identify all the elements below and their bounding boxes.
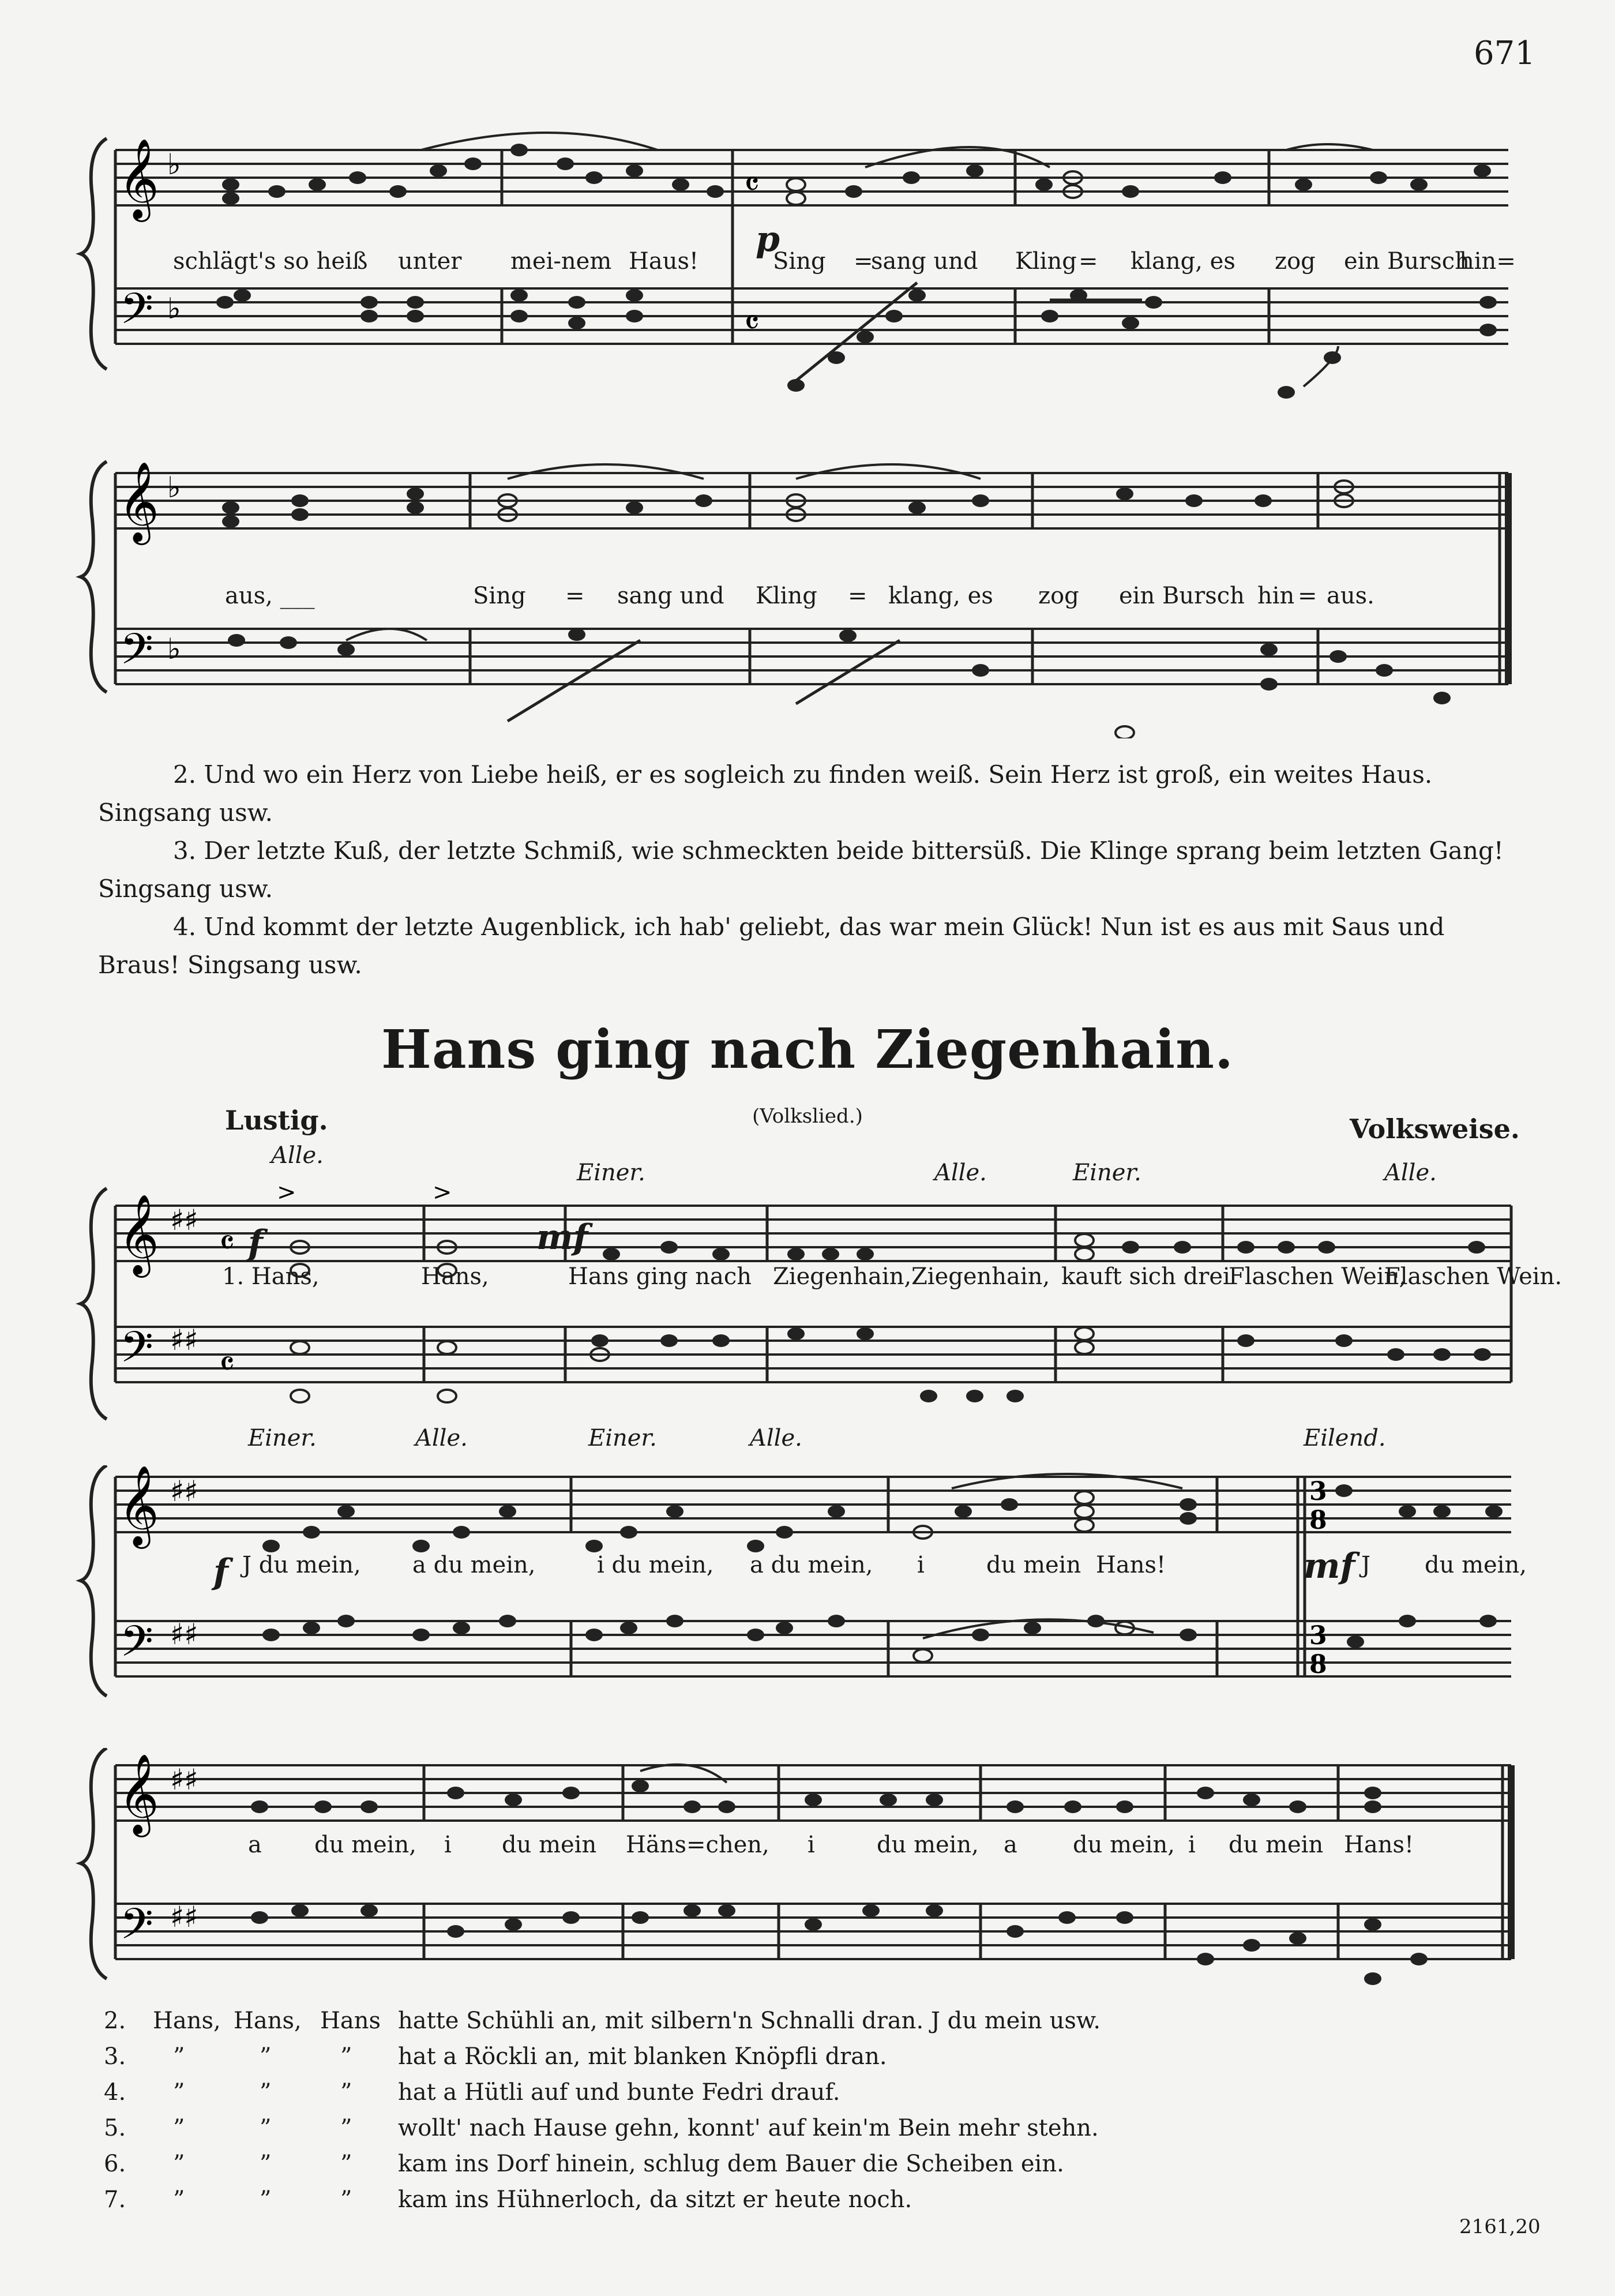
voice-label: Alle. <box>415 1425 468 1451</box>
svg-text:♯♯: ♯♯ <box>170 1203 198 1237</box>
lyric-syllable: 1. Hans, <box>222 1263 320 1290</box>
verse-line <box>104 2008 1488 2043</box>
verse-line <box>104 2043 1488 2079</box>
verse-line <box>104 2151 1488 2186</box>
voice-label: Einer. <box>248 1425 317 1451</box>
lyric-syllable: aus. <box>1327 583 1374 609</box>
ditto-mark: ” <box>173 2079 185 2106</box>
ditto-mark: ” <box>260 2043 272 2070</box>
svg-text:𝄢: 𝄢 <box>120 1616 153 1677</box>
lyric-syllable: a du mein, <box>412 1552 536 1578</box>
lyric-syllable: Sing <box>473 583 526 609</box>
composer-credit: Volksweise. <box>1350 1113 1520 1145</box>
svg-text:>: > <box>277 1179 296 1206</box>
voice-label: Einer. <box>1073 1160 1141 1186</box>
ditto-mark: ” <box>260 2079 272 2106</box>
verse-text: 4. Und kommt der letzte Augenblick, ich hab' geliebt, das war mein Glück! Nun ist es aus mit Saus und Braus! Singsang usw. <box>98 913 1445 979</box>
verse-text: 3. Der letzte Kuß, der letzte Schmiß, wie schmeckten beide bittersüß. Die Klinge sprang beim letzten Gang! Singsang usw. <box>98 836 1504 903</box>
tempo-marking: Eilend. <box>1304 1425 1386 1451</box>
svg-text:𝄢: 𝄢 <box>120 624 153 685</box>
svg-text:♯♯: ♯♯ <box>170 1763 198 1796</box>
verse-line <box>104 2186 1488 2222</box>
lyric-syllable: Sing <box>773 248 826 275</box>
svg-text:𝄞: 𝄞 <box>118 138 159 219</box>
svg-text:𝄴: 𝄴 <box>219 1223 235 1263</box>
lyric-syllable: = <box>854 248 873 275</box>
lyric-syllable: sang und <box>871 248 978 275</box>
music-system-5 <box>0 1748 1615 1990</box>
verse-text: hatte Schühli an, mit silbern'n Schnalli dran. J du mein usw. <box>398 2008 1101 2034</box>
svg-text:8: 8 <box>1309 1506 1327 1535</box>
svg-text:𝄞: 𝄞 <box>118 1194 159 1274</box>
lyric-syllable: = <box>1298 583 1317 609</box>
verse-number: 4. <box>104 2079 126 2106</box>
lyric-syllable: sang und <box>617 583 724 609</box>
lyric-syllable: du mein <box>1229 1832 1324 1858</box>
lyric-syllable: Haus! <box>629 248 699 275</box>
ditto-mark: ” <box>260 2186 272 2213</box>
ditto-mark: ” <box>173 2043 185 2070</box>
svg-text:𝄞: 𝄞 <box>118 1754 159 1834</box>
lyric-syllable: J <box>1361 1552 1371 1578</box>
lyric-syllable: schlägt's so heiß <box>173 248 368 275</box>
ditto-mark: ” <box>173 2115 185 2141</box>
lyric-syllable: du mein, <box>877 1832 979 1858</box>
lyric-syllable: Hans! <box>1344 1832 1414 1858</box>
svg-text:𝄴: 𝄴 <box>744 303 760 343</box>
svg-text:♭: ♭ <box>167 632 181 666</box>
svg-text:𝄢: 𝄢 <box>120 1322 153 1383</box>
lyric-syllable: i <box>1188 1832 1196 1858</box>
svg-text:♭: ♭ <box>167 148 181 181</box>
verse-text: hat a Hütli auf und bunte Fedri drauf. <box>398 2079 840 2106</box>
verse-word: Hans, <box>153 2008 221 2034</box>
lyric-syllable: du mein <box>502 1832 597 1858</box>
voice-label: Alle. <box>1384 1160 1437 1186</box>
lyric-syllable: zog <box>1275 248 1316 275</box>
lyric-syllable: a <box>248 1832 262 1858</box>
song1-verses <box>98 756 1517 984</box>
lyric-syllable: du mein, <box>314 1832 416 1858</box>
ditto-mark: ” <box>340 2115 352 2141</box>
plate-number: 2161,20 <box>1459 2215 1541 2238</box>
lyric-syllable: Ziegenhain, <box>773 1263 912 1290</box>
tempo-marking: Lustig. <box>225 1105 328 1136</box>
lyric-syllable: hin <box>1257 583 1295 609</box>
ditto-mark: ” <box>340 2079 352 2106</box>
lyric-syllable: Hans, <box>421 1263 489 1290</box>
verse-line <box>104 2079 1488 2115</box>
song2-verses <box>104 2008 1488 2222</box>
svg-text:♯♯: ♯♯ <box>170 1900 198 1934</box>
song-subtitle: (Volkslied.) <box>752 1105 863 1128</box>
lyric-syllable: = <box>565 583 585 609</box>
verse-word: Hans, <box>234 2008 302 2034</box>
lyric-syllable: Ziegenhain, <box>911 1263 1050 1290</box>
lyric-syllable: ein Bursch <box>1119 583 1245 609</box>
dynamic-mark: mf <box>1304 1546 1355 1586</box>
lyric-syllable: du mein, <box>1073 1832 1175 1858</box>
svg-text:♯♯: ♯♯ <box>170 1323 198 1357</box>
lyric-syllable: = <box>848 583 867 609</box>
lyric-syllable: = <box>1079 248 1098 275</box>
svg-text:8: 8 <box>1309 1650 1327 1679</box>
lyric-syllable: i <box>917 1552 925 1578</box>
svg-text:3: 3 <box>1309 1477 1327 1506</box>
verse-number: 5. <box>104 2115 126 2141</box>
lyric-syllable: aus, ___ <box>225 583 315 609</box>
svg-text:𝄴: 𝄴 <box>744 164 760 205</box>
svg-text:𝄞: 𝄞 <box>118 462 159 542</box>
song-title: Hans ging nach Ziegenhain. <box>381 1018 1234 1081</box>
lyric-syllable: mei-nem <box>510 248 612 275</box>
svg-text:♯♯: ♯♯ <box>170 1618 198 1651</box>
lyric-syllable: Kling <box>1015 248 1077 275</box>
dynamic-mark: p <box>756 219 780 260</box>
svg-text:𝄞: 𝄞 <box>118 1465 159 1545</box>
verse-text: kam ins Dorf hinein, schlug dem Bauer die Scheiben ein. <box>398 2151 1064 2177</box>
lyric-syllable: du mein, <box>1425 1552 1527 1578</box>
verse-text: hat a Röckli an, mit blanken Knöpfli dran. <box>398 2043 887 2070</box>
voice-label: Alle. <box>934 1160 987 1186</box>
dynamic-mark: f <box>213 1552 228 1592</box>
verse-number: 7. <box>104 2186 126 2213</box>
dynamic-mark: f <box>248 1223 263 1263</box>
lyric-syllable: du mein <box>986 1552 1081 1578</box>
svg-text:𝄢: 𝄢 <box>120 1899 153 1960</box>
lyric-syllable: zog <box>1038 583 1079 609</box>
ditto-mark: ” <box>173 2151 185 2177</box>
lyric-syllable: unter <box>398 248 462 275</box>
verse-text: kam ins Hühnerloch, da sitzt er heute noch. <box>398 2186 912 2213</box>
lyric-syllable: Flaschen Wein. <box>1384 1263 1563 1290</box>
svg-text:♯♯: ♯♯ <box>170 1475 198 1508</box>
svg-text:3: 3 <box>1309 1621 1327 1650</box>
ditto-mark: ” <box>340 2186 352 2213</box>
voice-label: Einer. <box>588 1425 657 1451</box>
ditto-mark: ” <box>260 2115 272 2141</box>
svg-text:♭: ♭ <box>167 471 181 504</box>
voice-label: Einer. <box>577 1160 645 1186</box>
lyric-syllable: Häns=chen, <box>626 1832 769 1858</box>
lyric-syllable: hin= <box>1459 248 1516 275</box>
lyric-syllable: a du mein, <box>750 1552 873 1578</box>
ditto-mark: ” <box>340 2151 352 2177</box>
lyric-syllable: klang, es <box>1130 248 1235 275</box>
lyric-syllable: i <box>807 1832 815 1858</box>
svg-text:𝄴: 𝄴 <box>219 1344 235 1385</box>
verse-text: 2. Und wo ein Herz von Liebe heiß, er es sogleich zu finden weiß. Sein Herz ist groß, ein weites Haus. Singsang usw. <box>98 760 1433 827</box>
ditto-mark: ” <box>260 2151 272 2177</box>
verse-number: 6. <box>104 2151 126 2177</box>
lyric-syllable: kauft sich drei <box>1061 1263 1230 1290</box>
music-system-4 <box>0 1465 1615 1708</box>
lyric-syllable: klang, es <box>888 583 993 609</box>
voice-label: Alle. <box>750 1425 802 1451</box>
verse-word: Hans <box>320 2008 381 2034</box>
svg-text:>: > <box>433 1179 452 1206</box>
verse-number: 3. <box>104 2043 126 2070</box>
lyric-syllable: Hans ging nach <box>568 1263 752 1290</box>
svg-text:𝄢: 𝄢 <box>120 284 153 344</box>
lyric-syllable: i du mein, <box>597 1552 714 1578</box>
lyric-syllable: a <box>1004 1832 1017 1858</box>
ditto-mark: ” <box>340 2043 352 2070</box>
dynamic-mark: mf <box>536 1217 588 1258</box>
lyric-syllable: Flaschen Wein, <box>1229 1263 1407 1290</box>
lyric-syllable: Hans! <box>1096 1552 1166 1578</box>
lyric-syllable: ein Bursch <box>1344 248 1470 275</box>
music-system-3 <box>0 1177 1615 1454</box>
lyric-syllable: i <box>444 1832 452 1858</box>
page-number: 671 <box>1474 35 1535 72</box>
ditto-mark: ” <box>173 2186 185 2213</box>
lyric-syllable: Kling <box>756 583 817 609</box>
verse-text: wollt' nach Hause gehn, konnt' auf kein'm Bein mehr stehn. <box>398 2115 1099 2141</box>
lyric-syllable: J du mein, <box>242 1552 361 1578</box>
voice-label: Alle. <box>271 1142 324 1169</box>
svg-text:♭: ♭ <box>167 292 181 325</box>
verse-number: 2. <box>104 2008 126 2034</box>
verse-line <box>104 2115 1488 2151</box>
